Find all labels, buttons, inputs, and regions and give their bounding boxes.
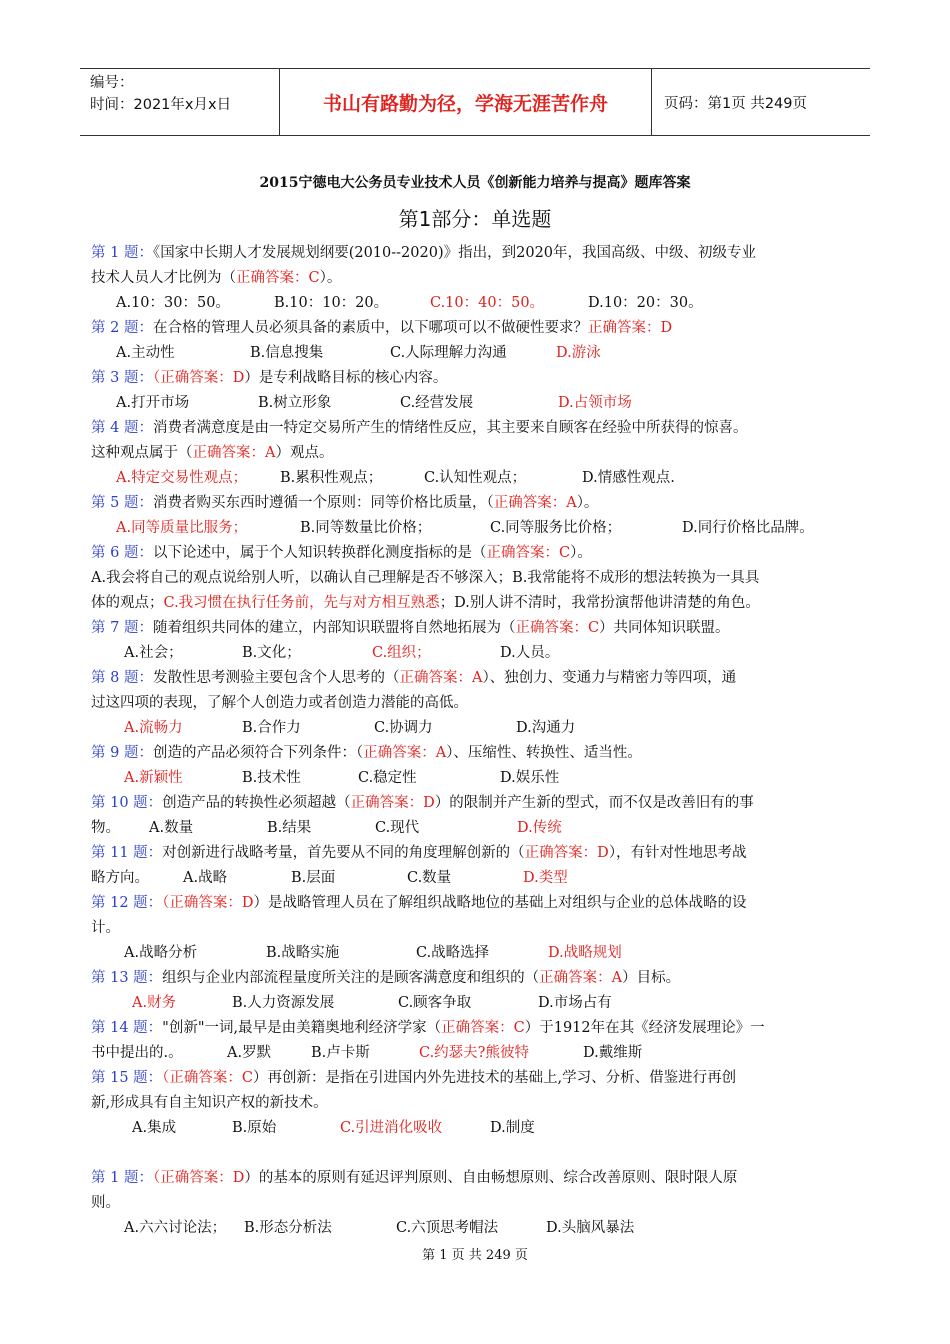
line-text: 创造的产品必须符合下列条件：（ xyxy=(152,745,364,761)
line-text: B.战略实施 xyxy=(266,945,340,961)
line-text: 技术人员人才比例为（ xyxy=(91,270,236,286)
text-line xyxy=(91,691,863,716)
line-text: 在合格的管理人员必须具备的素质中，以下哪项可以不做硬性要求？ xyxy=(152,320,588,336)
line-text: ），有针对性地思考战 xyxy=(608,845,747,861)
line-text: A.集成 xyxy=(132,1120,177,1136)
correct-answer-text: A.同等质量比服务； xyxy=(116,520,248,536)
text-line xyxy=(91,1091,863,1116)
correct-answer-text: D.类型 xyxy=(523,870,568,886)
text-line xyxy=(91,1066,863,1091)
text-line xyxy=(91,441,863,466)
correct-answer-text: A.财务 xyxy=(132,995,177,1011)
line-text: 这种观点属于（ xyxy=(91,445,193,461)
text-line xyxy=(91,941,863,966)
line-text: ）。 xyxy=(319,270,342,286)
line-text: ）的限制并产生新的型式，而不仅是改善旧有的事 xyxy=(434,795,754,811)
question-number: 第 5 题： xyxy=(91,495,153,511)
text-line xyxy=(91,866,863,891)
correct-answer-text: 正确答案：A xyxy=(539,970,623,986)
correct-answer-text: D.占领市场 xyxy=(558,395,632,411)
correct-answer-text: C.约瑟夫?熊彼特 xyxy=(419,1045,529,1061)
line-text: D.情感性观点. xyxy=(582,470,675,486)
line-text: A.10：30：50。 xyxy=(116,295,230,311)
line-text: D.市场占有 xyxy=(538,995,612,1011)
line-text: 组织与企业内部流程量度所关注的是顾客满意度和组织的（ xyxy=(162,970,540,986)
line-text: C.战略选择 xyxy=(416,945,490,961)
correct-answer-text: D.游泳 xyxy=(556,345,601,361)
text-line xyxy=(91,416,863,441)
text-line xyxy=(91,541,863,566)
line-text: A.数量 xyxy=(149,820,194,836)
correct-answer-text: （正确答案：D xyxy=(162,895,254,911)
question-number: 第 9 题： xyxy=(91,745,153,761)
correct-answer-text: 正确答案：A xyxy=(363,745,447,761)
correct-answer-text: （正确答案：D xyxy=(152,370,245,386)
line-text: D.戴维斯 xyxy=(583,1045,643,1061)
text-line xyxy=(91,891,863,916)
text-line xyxy=(91,816,863,841)
line-text: 过这四项的表现，了解个人创造力或者创造力潜能的高低。 xyxy=(91,695,468,711)
line-text: B.人力资源发展 xyxy=(232,995,335,1011)
header-motto: 书山有路勤为径，学海无涯苦作舟 xyxy=(280,69,652,135)
section-title: 第1部分：单选题 xyxy=(398,207,552,231)
text-line xyxy=(91,291,863,316)
line-text: ）、压缩性、转换性、适当性。 xyxy=(446,745,642,761)
line-text: 则。 xyxy=(91,1195,120,1211)
line-text: A.主动性 xyxy=(116,345,175,361)
header-page-info: 页码：第1页 共249页 xyxy=(664,95,808,112)
question-number: 第 6 题： xyxy=(91,545,153,561)
correct-answer-text: 正确答案：C xyxy=(441,1020,525,1036)
text-line xyxy=(91,366,863,391)
question-number: 第 13 题： xyxy=(91,970,163,986)
line-text: B.合作力 xyxy=(242,720,301,736)
line-text: ）共同体知识联盟。 xyxy=(599,620,730,636)
correct-answer-text: A.新颖性 xyxy=(124,770,183,786)
correct-answer-text: A.特定交易性观点； xyxy=(116,470,248,486)
question-number: 第 8 题： xyxy=(91,670,153,686)
line-text: A.社会； xyxy=(124,645,183,661)
line-text: ）。 xyxy=(576,495,599,511)
line-text: B.10：10：20。 xyxy=(274,295,389,311)
line-text: C.同等服务比价格； xyxy=(490,520,622,536)
line-text: B.层面 xyxy=(291,870,336,886)
line-text: ；D.别人讲不清时，我常扮演帮他讲清楚的角色。 xyxy=(439,595,760,611)
line-text: B.同等数量比价格； xyxy=(300,520,432,536)
line-text: A.我会将自己的观点说给别人听，以确认自己理解是否不够深入；B.我常能将不成形的想法转换为一具具 xyxy=(91,570,760,586)
line-text: B.形态分析法 xyxy=(244,1220,332,1236)
correct-answer-text: 正确答案：C xyxy=(486,545,571,561)
line-text: B.结果 xyxy=(267,820,312,836)
line-text: ）于1912年在其《经济发展理论》一 xyxy=(524,1020,765,1036)
correct-answer-text: 正确答案：C xyxy=(515,620,600,636)
line-text: B.卢卡斯 xyxy=(311,1045,370,1061)
line-text: B.原始 xyxy=(232,1120,277,1136)
line-text: "创新"一词,最早是由美籍奥地利经济学家（ xyxy=(162,1020,442,1036)
line-text: ）观点。 xyxy=(275,445,334,461)
text-line xyxy=(91,591,863,616)
correct-answer-text: D.传统 xyxy=(517,820,562,836)
line-text: ）、独创力、变通力与精密力等四项，通 xyxy=(482,670,737,686)
line-text: B.树立形象 xyxy=(258,395,332,411)
text-line xyxy=(91,716,863,741)
line-text: B.累积性观点； xyxy=(280,470,383,486)
text-line xyxy=(91,266,863,291)
text-line xyxy=(91,1116,863,1141)
question-number: 第 1 题： xyxy=(91,1170,153,1186)
correct-answer-text: C.我习惯在执行任务前，先与对方相互熟悉 xyxy=(163,595,440,611)
line-text: C.协调力 xyxy=(374,720,433,736)
code-label: 编号： xyxy=(90,75,134,91)
line-text: 随着组织共同体的建立，内部知识联盟将自然地拓展为（ xyxy=(152,620,516,636)
line-text: 物。 xyxy=(91,820,120,836)
text-line xyxy=(91,241,863,266)
section-gap xyxy=(91,1141,863,1166)
line-text: A.战略 xyxy=(183,870,228,886)
text-line xyxy=(91,391,863,416)
correct-answer-text: 正确答案：D xyxy=(587,320,673,336)
correct-answer-text: 正确答案：C xyxy=(236,270,320,286)
text-line xyxy=(91,1216,863,1241)
line-text: C.数量 xyxy=(407,870,452,886)
line-text: C.稳定性 xyxy=(358,770,417,786)
line-text: A.六六讨论法； xyxy=(124,1220,227,1236)
correct-answer-text: 正确答案：A xyxy=(399,670,483,686)
correct-answer-text: （正确答案：C xyxy=(162,1070,254,1086)
text-line xyxy=(91,1166,863,1191)
line-text: 发散性思考测验主要包含个人思考的（ xyxy=(152,670,400,686)
line-text: D.同行价格比品牌。 xyxy=(682,520,814,536)
line-text: 对创新进行战略考量，首先要从不同的角度理解创新的（ xyxy=(162,845,525,861)
question-number: 第 12 题： xyxy=(91,895,163,911)
question-number: 第 15 题： xyxy=(91,1070,163,1086)
line-text: 创造产品的转换性必须超越（ xyxy=(162,795,351,811)
line-text: C.六顶思考帽法 xyxy=(396,1220,499,1236)
text-line xyxy=(91,1041,863,1066)
correct-answer-text: 正确答案：A xyxy=(493,495,577,511)
text-line xyxy=(91,741,863,766)
text-line xyxy=(91,516,863,541)
correct-answer-text: C.引进消化吸收 xyxy=(340,1120,443,1136)
text-line xyxy=(91,916,863,941)
header-meta xyxy=(80,69,280,135)
correct-answer-text: C.10：40：50。 xyxy=(430,295,545,311)
question-number: 第 10 题： xyxy=(91,795,163,811)
text-line xyxy=(91,766,863,791)
text-line xyxy=(91,641,863,666)
line-text: ）再创新：是指在引进国内外先进技术的基础上,学习、分析、借鉴进行再创 xyxy=(253,1070,737,1086)
question-number: 第 14 题： xyxy=(91,1020,163,1036)
line-text: B.技术性 xyxy=(242,770,301,786)
question-list xyxy=(91,241,863,1241)
document-title: 2015宁德电大公务员专业技术人员《创新能力培养与提高》题库答案 xyxy=(259,175,691,191)
line-text: ）是战略管理人员在了解组织战略地位的基础上对组织与企业的总体战略的设 xyxy=(253,895,747,911)
correct-answer-text: A.流畅力 xyxy=(124,720,183,736)
text-line xyxy=(91,991,863,1016)
line-text: D.娱乐性 xyxy=(500,770,560,786)
line-text: ）。 xyxy=(570,545,592,561)
correct-answer-text: D.战略规划 xyxy=(548,945,622,961)
line-text: ）的基本的原则有延迟评判原则、自由畅想原则、综合改善原则、限时限人原 xyxy=(244,1170,738,1186)
text-line xyxy=(91,666,863,691)
date-line: 时间：2021年x月x日 xyxy=(90,97,232,113)
page-footer: 第 1 页 共 249 页 xyxy=(422,1248,528,1263)
question-number: 第 7 题： xyxy=(91,620,153,636)
line-text: 体的观点； xyxy=(91,595,164,611)
correct-answer-text: C.组织； xyxy=(372,645,431,661)
line-text: ）是专利战略目标的核心内容。 xyxy=(244,370,448,386)
line-text: D.头脑风暴法 xyxy=(546,1220,635,1236)
line-text: A.罗默 xyxy=(227,1045,272,1061)
line-text: D.10：20：30。 xyxy=(588,295,703,311)
line-text: 消费者满意度是由一特定交易所产生的情绪性反应，其主要来自顾客在经验中所获得的惊喜。 xyxy=(152,420,748,436)
line-text: ）目标。 xyxy=(622,970,681,986)
line-text: C.顾客争取 xyxy=(398,995,472,1011)
correct-answer-text: （正确答案：D xyxy=(152,1170,245,1186)
line-text: 以下论述中，属于个人知识转换群化测度指标的是（ xyxy=(152,545,487,561)
text-line xyxy=(91,841,863,866)
text-line xyxy=(91,1191,863,1216)
line-text: C.现代 xyxy=(375,820,420,836)
question-number: 第 4 题： xyxy=(91,420,153,436)
page-header xyxy=(80,68,870,136)
line-text: 书中提出的.。 xyxy=(91,1045,183,1061)
question-number: 第 11 题： xyxy=(91,845,163,861)
text-line xyxy=(91,966,863,991)
line-text: 《国家中长期人才发展规划纲要(2010--2020)》指出，到2020年，我国高级、中级、初级专业 xyxy=(152,245,757,261)
correct-answer-text: 正确答案：D xyxy=(524,845,609,861)
line-text: C.认知性观点； xyxy=(424,470,527,486)
line-text: 消费者购买东西时遵循一个原则：同等价格比质量，（ xyxy=(152,495,494,511)
line-text: 计。 xyxy=(91,920,120,936)
line-text: 新,形成具有自主知识产权的新技术。 xyxy=(91,1095,328,1111)
line-text: D.沟通力 xyxy=(516,720,576,736)
text-line xyxy=(91,316,863,341)
line-text: A.打开市场 xyxy=(116,395,190,411)
line-text: D.人员。 xyxy=(500,645,560,661)
line-text: 略方向。 xyxy=(91,870,149,886)
text-line xyxy=(91,491,863,516)
question-number: 第 2 题： xyxy=(91,320,153,336)
question-number: 第 1 题： xyxy=(91,245,153,261)
correct-answer-text: 正确答案：A xyxy=(192,445,276,461)
text-line xyxy=(91,466,863,491)
correct-answer-text: 正确答案：D xyxy=(350,795,435,811)
line-text: A.战略分析 xyxy=(124,945,198,961)
text-line xyxy=(91,616,863,641)
line-text: C.经营发展 xyxy=(400,395,474,411)
line-text: B.信息搜集 xyxy=(250,345,324,361)
text-line xyxy=(91,791,863,816)
line-text: B.文化； xyxy=(242,645,301,661)
text-line xyxy=(91,1016,863,1041)
text-line xyxy=(91,341,863,366)
line-text: D.制度 xyxy=(490,1120,535,1136)
line-text: C.人际理解力沟通 xyxy=(390,345,507,361)
text-line xyxy=(91,566,863,591)
question-number: 第 3 题： xyxy=(91,370,153,386)
